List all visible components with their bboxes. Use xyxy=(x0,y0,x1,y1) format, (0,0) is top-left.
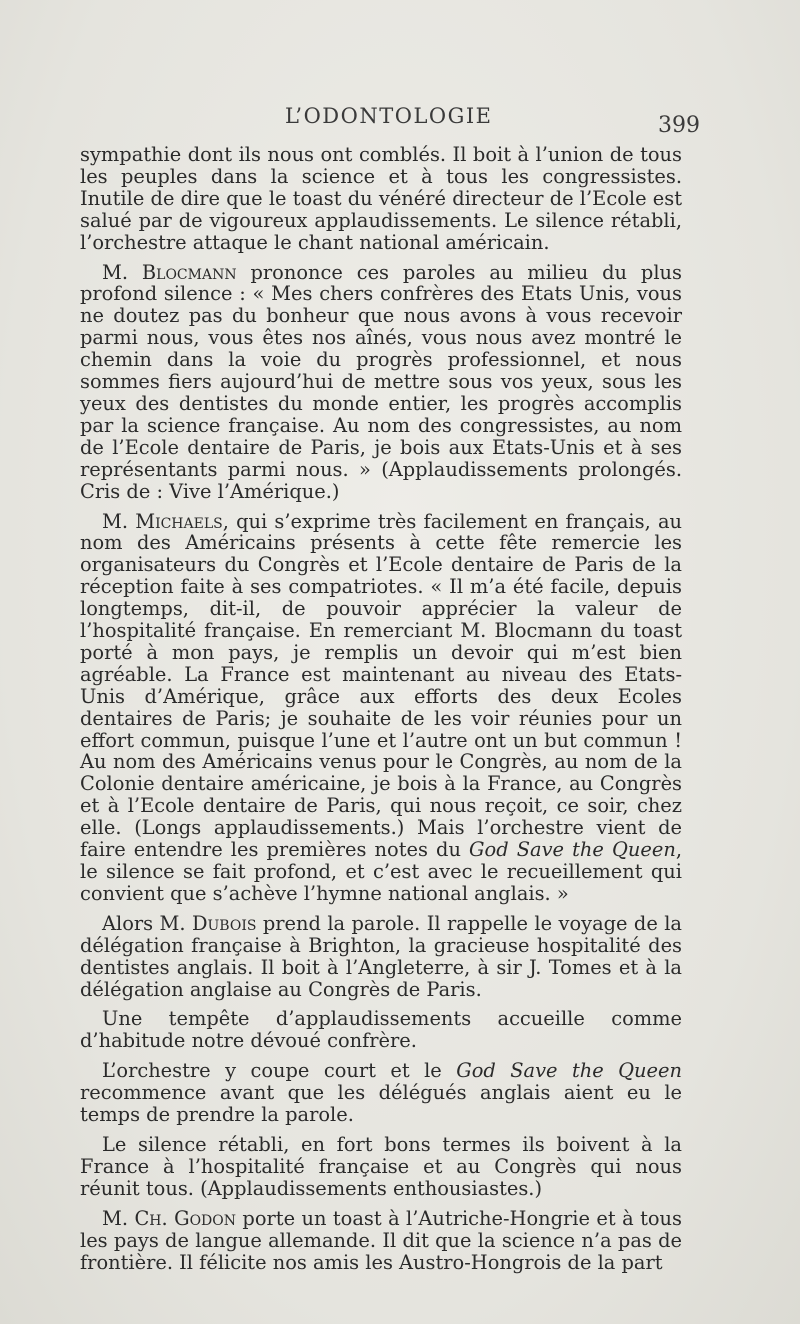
paragraph-8: M. Ch. Godon porte un toast à l’Autriche-Hongrie et à tous les pays de langue allemande. Il dit que la science n’a pas de frontière. Il félicite nos amis les Austro-Hongrois de la part xyxy=(80,1206,682,1274)
speaker-name: M. Michaels xyxy=(102,509,223,533)
paragraph-1: sympathie dont ils nous ont comblés. Il boit à l’union de tous les peuples dans la science et à tous les congressistes. Inutile de dire que le toast du vénéré directeur de l’Ecole est salué par de vigoureux applaudissements. Le silence rétabli, l’orchestre attaque le chant national américain. xyxy=(80,143,682,254)
song-title: God Save the Queen xyxy=(469,838,676,862)
paragraph-5: Une tempête d’applaudissements accueille comme d’habitude notre dévoué confrère. xyxy=(80,1007,682,1053)
paragraph-2: M. Blocmann prononce ces paroles au milieu du plus profond silence : « Mes chers confrères des Etats Unis, vous ne doutez pas du bonheur que nous avons à vous recevoir parmi nous, vous êtes nos aînés, vous nous avez montré le chemin dans la voie du progrès professionnel, et nous sommes fiers aujourd’hui de mettre sous vos yeux, sous les yeux des dentistes du monde entier, les progrès accomplis par la science française. Au nom des congressistes, au nom de l’Ecole dentaire de Paris, je bois aux Etats-Unis et à ses représentants parmi nous. » (Applaudissements prolongés. Cris de : Vive l’Amérique.) xyxy=(80,260,682,503)
page-number: 399 xyxy=(658,113,700,138)
speaker-name: M. Ch. Godon xyxy=(102,1206,236,1230)
speaker-name: Dubois xyxy=(191,911,257,935)
paragraph-4: Alors M. Dubois prend la parole. Il rappelle le voyage de la délégation française à Brighton, la gracieuse hospitalité des dentistes anglais. Il boit à l’Angleterre, à sir J. Tomes et à la délégation anglaise au Congrès de Paris. xyxy=(80,911,682,1001)
paragraph-3: M. Michaels, qui s’exprime très facilement en français, au nom des Américains présents à cette fête remercie les organisateurs du Congrès et l’Ecole dentaire de Paris de la réception faite à ses compatriotes. « Il m’a été facile, depuis longtemps, dit-il, de pouvoir apprécier la valeur de l’hospitalité française. En remerciant M. Blocmann du toast porté à mon pays, je remplis un devoir qui m’est bien agréable. La France est maintenant au niveau des Etats-Unis d’Amérique, grâce aux efforts des deux Ecoles dentaires de Paris; je souhaite de les voir réunies pour un effort commun, puisque l’une et l’autre ont un but commun ! Au nom des Américains venus pour le Congrès, au nom de la Colonie dentaire américaine, je bois à la France, au Congrès et à l’Ecole dentaire de Paris, qui nous reçoit, ce soir, chez elle. (Longs applaudissements.) Mais l’orchestre vient de faire entendre les premières notes du God Save the Queen, le silence se fait profond, et c’est avec le recueillement qui convient que s’achève l’hymne national anglais. » xyxy=(80,509,682,905)
paragraph-7: Le silence rétabli, en fort bons termes ils boivent à la France à l’hospitalité française et au Congrès qui nous réunit tous. (Applaudissements enthousiastes.) xyxy=(80,1132,682,1200)
running-title: L’ODONTOLOGIE xyxy=(285,104,493,128)
song-title: God Save the Queen xyxy=(456,1059,682,1083)
body-text xyxy=(80,144,682,1281)
speaker-name: M. Blocmann xyxy=(102,260,237,284)
paragraph-6: L’orchestre y coupe court et le God Save the Queen recommence avant que les délégués anglais aient eu le temps de prendre la parole. xyxy=(80,1059,682,1127)
